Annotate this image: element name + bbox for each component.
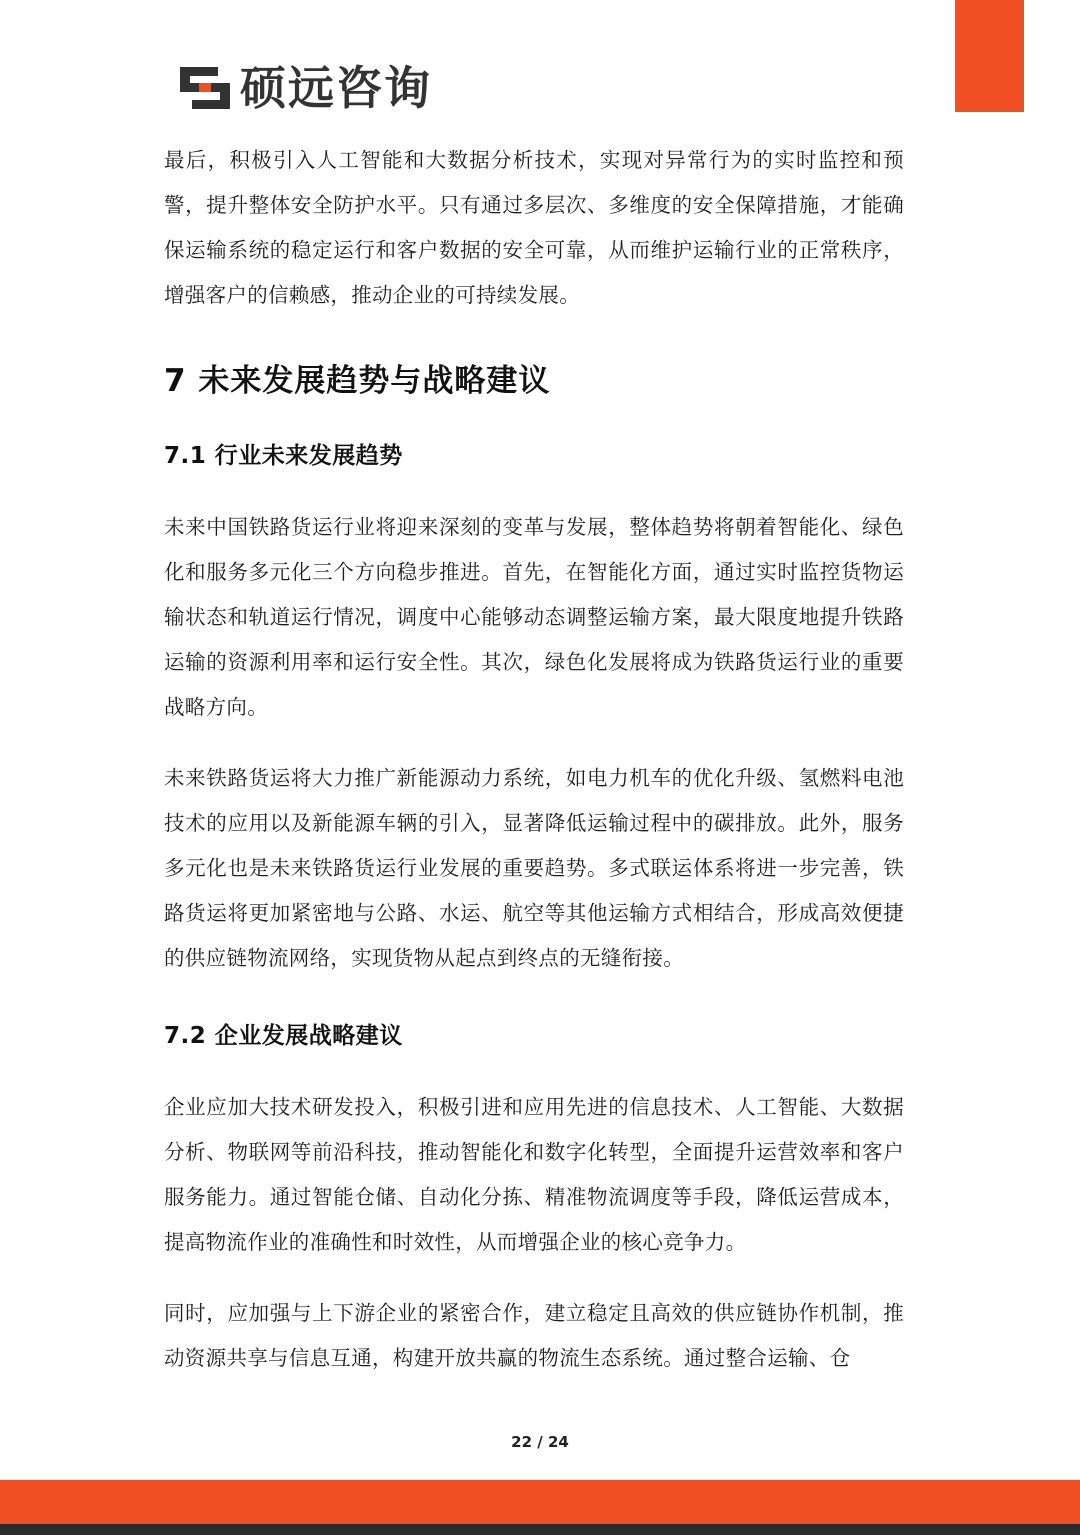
- brand-name: 硕远咨询: [240, 61, 432, 115]
- section-heading-7-1: 7.1 行业未来发展趋势: [164, 443, 403, 469]
- footer-accent-bar: [0, 1480, 1080, 1524]
- section-7-1-paragraph-1: 未来中国铁路货运行业将迎来深刻的变革与发展，整体趋势将朝着智能化、绿色化和服务多元化三个方向稳步推进。首先，在智能化方面，通过实时监控货物运输状态和轨道运行情况，调度中心能够动态调整运输方案，最大限度地提升铁路运输的资源利用率和运行安全性。其次，绿色化发展将成为铁路货运行业的重要战略方向。: [164, 515, 904, 719]
- section-7-1-paragraph-2: 未来铁路货运将大力推广新能源动力系统，如电力机车的优化升级、氢燃料电池技术的应用以及新能源车辆的引入，显著降低运输过程中的碳排放。此外，服务多元化也是未来铁路货运行业发展的重要趋势。多式联运体系将进一步完善，铁路货运将更加紧密地与公路、水运、航空等其他运输方式相结合，形成高效便捷的供应链物流网络，实现货物从起点到终点的无缝衔接。: [164, 766, 904, 970]
- section-heading-7-2: 7.2 企业发展战略建议: [164, 1023, 403, 1049]
- intro-paragraph: 最后，积极引入人工智能和大数据分析技术，实现对异常行为的实时监控和预警，提升整体安全防护水平。只有通过多层次、多维度的安全保障措施，才能确保运输系统的稳定运行和客户数据的安全可靠，从而维护运输行业的正常秩序，增强客户的信赖感，推动企业的可持续发展。: [164, 148, 904, 307]
- section-7-2-paragraph-2: 同时，应加强与上下游企业的紧密合作，建立稳定且高效的供应链协作机制，推动资源共享与信息互通，构建开放共赢的物流生态系统。通过整合运输、仓: [164, 1301, 904, 1370]
- footer-dark-strip: [0, 1524, 1080, 1535]
- chapter-heading: 7 未来发展趋势与战略建议: [164, 363, 551, 399]
- brand-logo: [178, 62, 432, 114]
- document-body: [164, 138, 904, 1381]
- brand-logo-icon: [178, 65, 232, 111]
- corner-accent-block: [955, 0, 1024, 112]
- page-number: 22 / 24: [511, 1433, 569, 1451]
- section-7-2-paragraph-1: 企业应加大技术研发投入，积极引进和应用先进的信息技术、人工智能、大数据分析、物联网等前沿科技，推动智能化和数字化转型，全面提升运营效率和客户服务能力。通过智能仓储、自动化分拣、精准物流调度等手段，降低运营成本，提高物流作业的准确性和时效性，从而增强企业的核心竞争力。: [164, 1095, 904, 1254]
